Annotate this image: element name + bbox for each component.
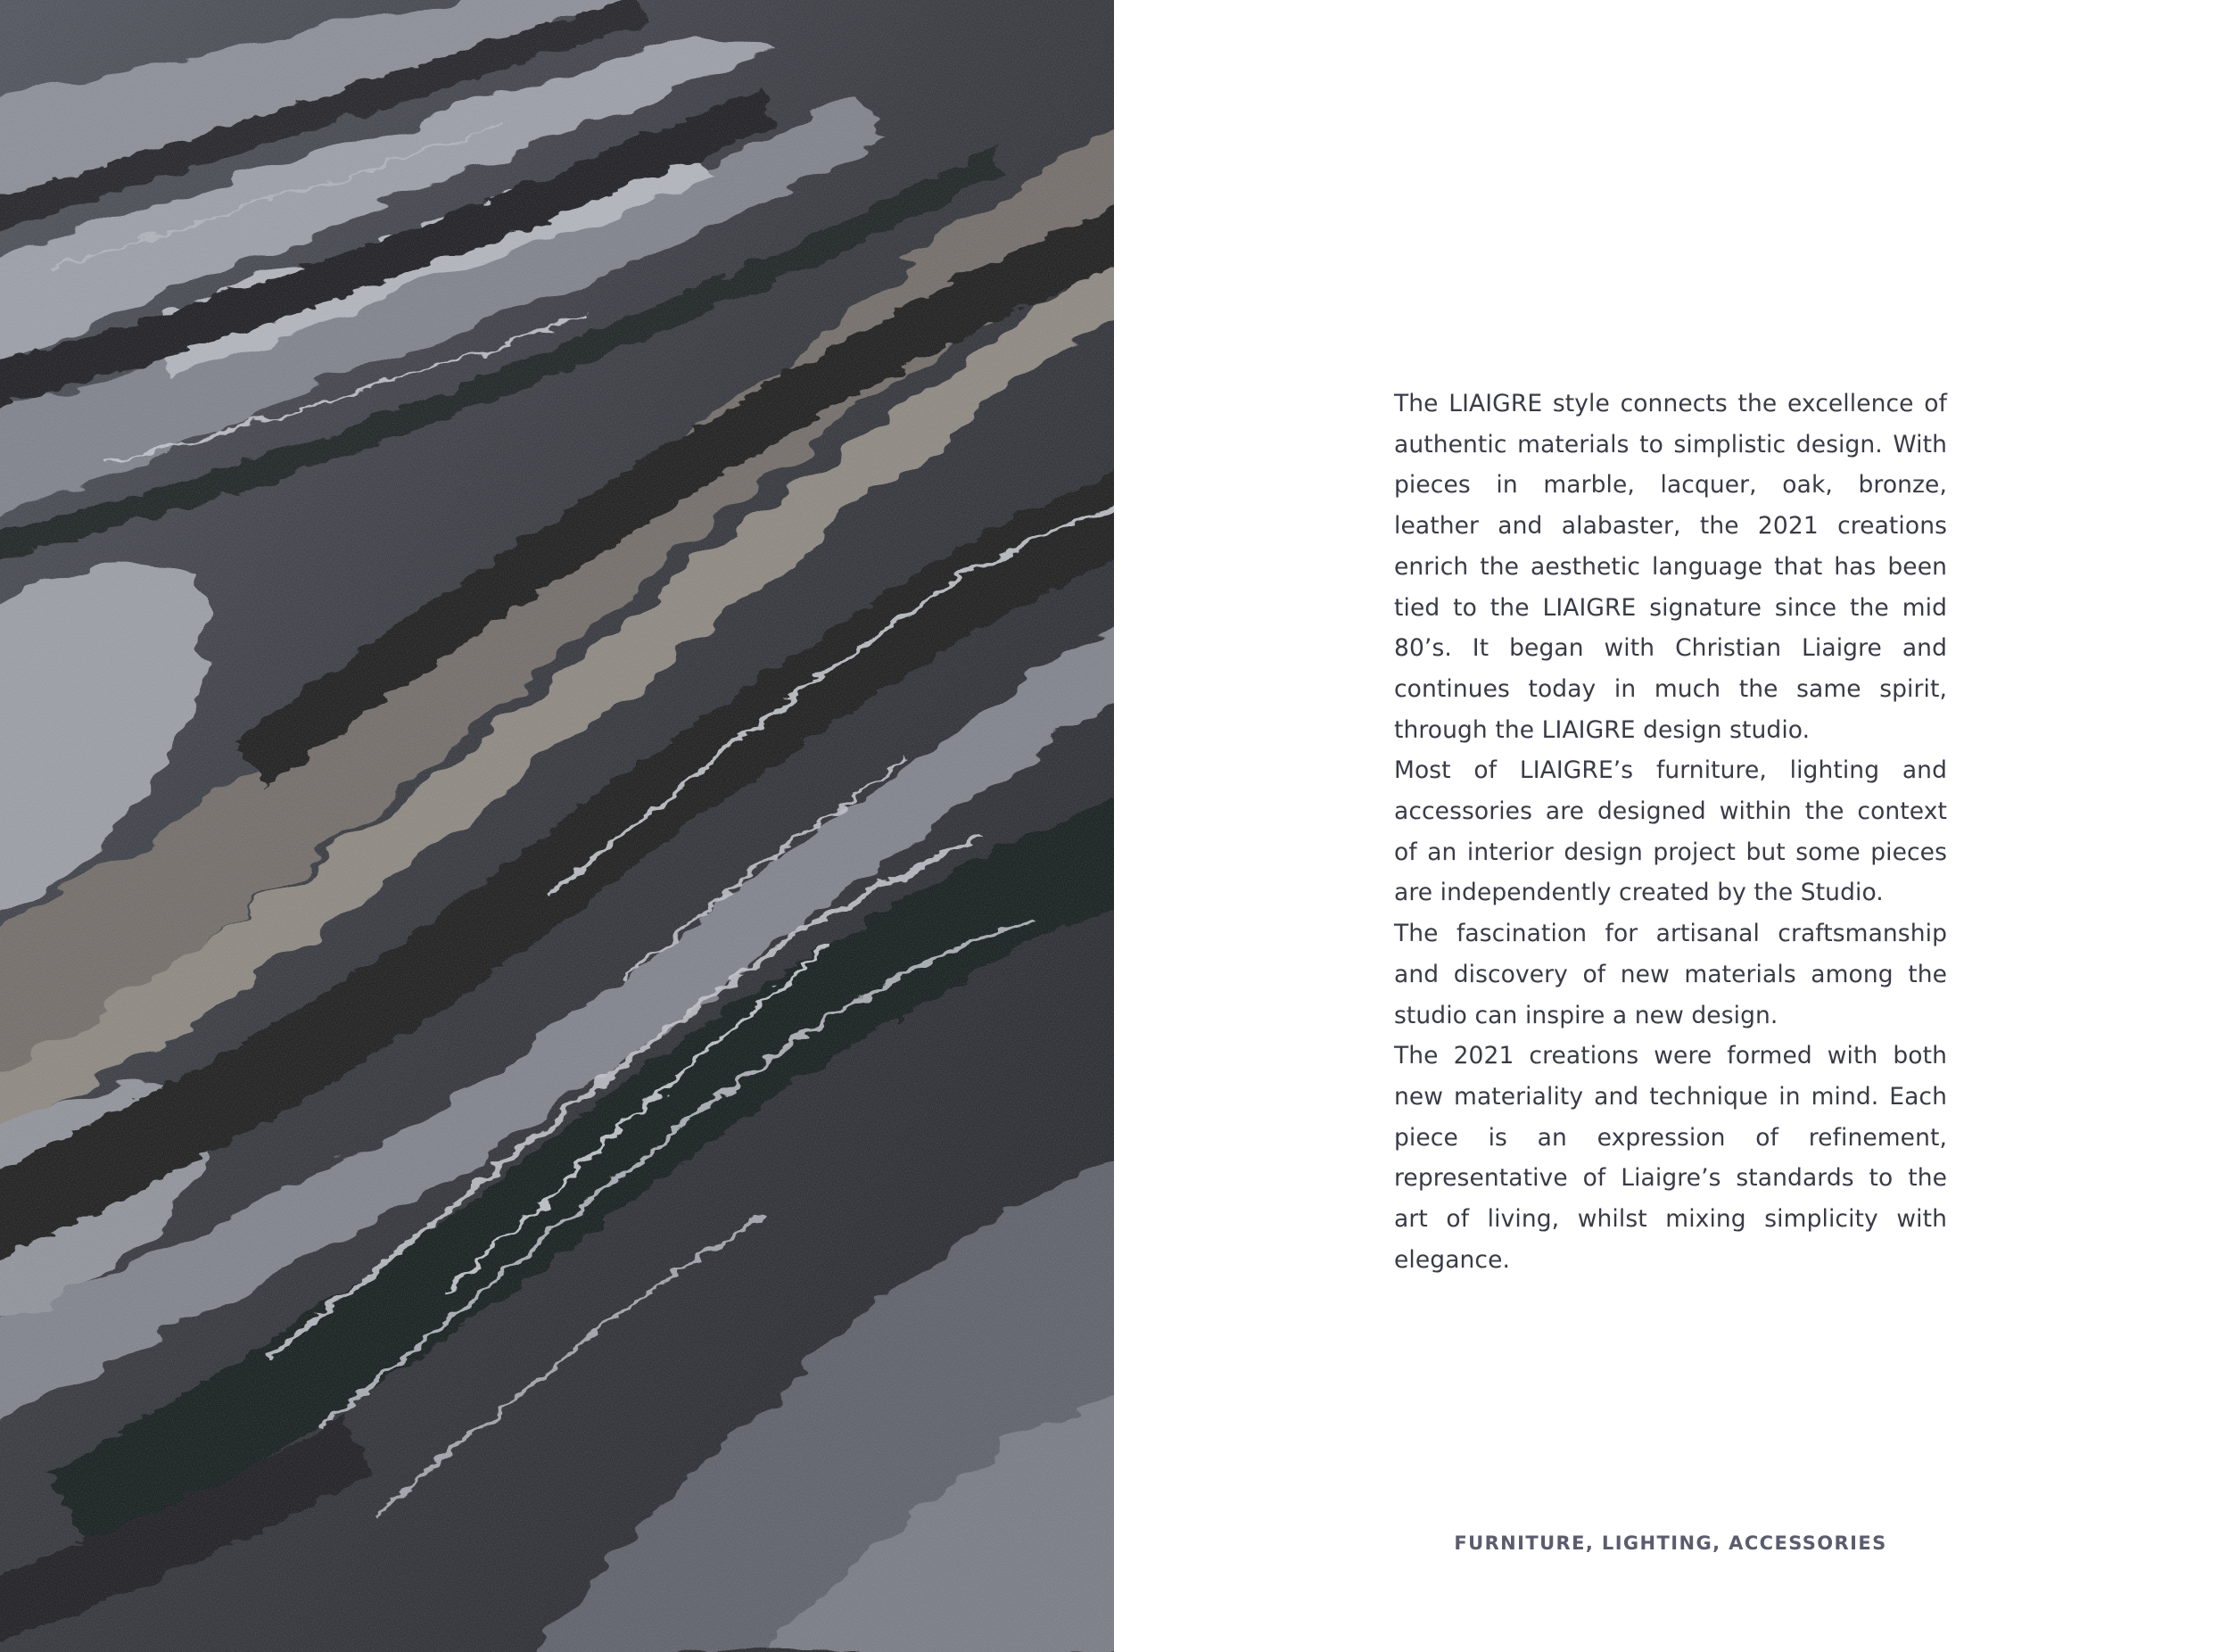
- body-copy: [1394, 384, 1947, 1280]
- paragraph-creations: The 2021 creations were formed with both new materiality and technique in mind. Each piece is an expression of refinement, representative of Liaigre’s standards to the art of living, whilst mixing simplicity with elegance.: [1394, 1042, 1947, 1274]
- section-footer-label: FURNITURE, LIGHTING, ACCESSORIES: [1454, 1532, 1887, 1554]
- text-page: [1114, 0, 2228, 1652]
- paragraph-intro: The LIAIGRE style connects the excellence of authentic materials to simplistic design. With pieces in marble, lacquer, oak, bronze, leather and alabaster, the 2021 creations enrich the aesthetic language that has been tied to the LIAIGRE signature since the mid 80’s. It began with Christian Liaigre and continues today in much the same spirit, through the LIAIGRE design studio.: [1394, 390, 1947, 744]
- paragraph-furniture: Most of LIAIGRE’s furniture, lighting and accessories are designed within the context of an interior design project but some pieces are independently created by the Studio.: [1394, 756, 1947, 907]
- paragraph-craftsmanship: The fascination for artisanal craftsmanship and discovery of new materials among the studio can inspire a new design.: [1394, 920, 1947, 1029]
